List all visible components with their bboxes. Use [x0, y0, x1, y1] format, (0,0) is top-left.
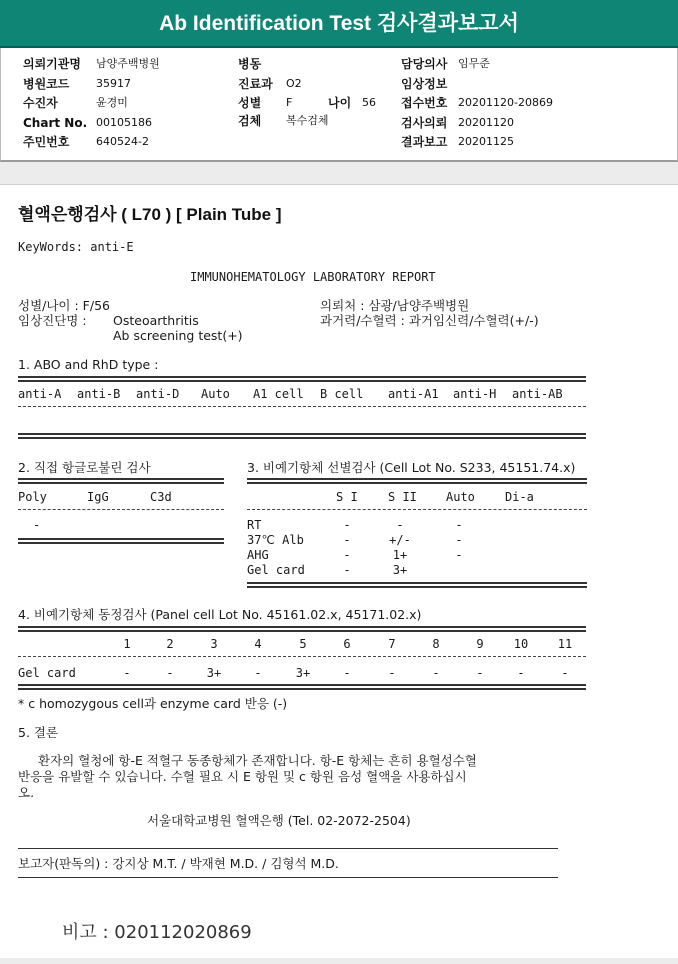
panel-col: 11: [557, 637, 573, 651]
panel-col: 6: [343, 637, 351, 651]
screen-cell: 1+: [392, 548, 408, 562]
divider: [18, 482, 224, 484]
divider: [18, 848, 558, 849]
info-label-hospital-code: 병원코드: [23, 77, 70, 91]
divider: [247, 482, 587, 484]
abo-col-anti-a: anti-A: [18, 387, 62, 401]
panel-note: * c homozygous cell과 enzyme card 반응 (-): [18, 696, 288, 711]
info-label-physician: 담당의사: [401, 57, 448, 71]
info-value-institution: 남양주백병원: [96, 57, 160, 70]
panel-cell: -: [254, 666, 262, 680]
screen-cell: -: [343, 563, 351, 577]
report-title: 혈액은행검사 ( L70 ) [ Plain Tube ]: [18, 205, 282, 224]
info-value-physician: 임무준: [458, 57, 490, 70]
panel-col: 10: [513, 637, 529, 651]
abo-col-anti-a1: anti-A1: [388, 387, 439, 401]
screen-col-auto: Auto: [446, 490, 475, 504]
abo-col-anti-ab: anti-AB: [512, 387, 563, 401]
panel-col: 4: [254, 637, 262, 651]
panel-cell: -: [388, 666, 396, 680]
panel-col: 2: [166, 637, 174, 651]
info-label-sex: 성별: [238, 96, 262, 110]
panel-cell: -: [476, 666, 484, 680]
section-3-title: 3. 비예기항체 선별검사 (Cell Lot No. S233, 45151.74.x): [247, 460, 576, 475]
info-value-hospital-code: 35917: [96, 77, 131, 90]
panel-cell: -: [517, 666, 525, 680]
panel-cell: -: [343, 666, 351, 680]
abo-col-anti-d: anti-D: [136, 387, 180, 401]
panel-cell: -: [166, 666, 174, 680]
abo-col-a1-cell: A1 cell: [253, 387, 304, 401]
section-gap: [0, 162, 678, 185]
info-label-accession-no: 접수번호: [401, 96, 448, 110]
divider: [18, 656, 586, 657]
screen-col-sii: S II: [388, 490, 417, 504]
info-label-request-date: 검사의뢰: [401, 116, 448, 130]
info-label-department: 진료과: [238, 77, 273, 91]
section-4-title: 4. 비예기항체 동정검사 (Panel cell Lot No. 45161.02.x, 45171.02.x): [18, 607, 422, 622]
divider: [18, 380, 586, 382]
blood-bank-contact: 서울대학교병원 혈액은행 (Tel. 02-2072-2504): [147, 813, 411, 828]
dat-poly-value: -: [33, 518, 41, 532]
info-value-chart-no: 00105186: [96, 116, 152, 129]
conclusion-line-1: 환자의 혈청에 항-E 적혈구 동종항체가 존재합니다. 항-E 항체는 흔히 용혈성수혈: [38, 753, 477, 768]
requester: 의뢰처 : 삼광/남양주백병원: [320, 298, 470, 313]
divider: [18, 433, 586, 435]
panel-cell: -: [123, 666, 131, 680]
divider: [18, 538, 224, 540]
divider: [18, 626, 586, 628]
panel-col: 3: [210, 637, 218, 651]
info-value-specimen: 복수검체: [286, 114, 329, 127]
info-label-chart-no: Chart No.: [23, 116, 88, 130]
dat-col-igg: IgG: [87, 490, 109, 504]
diagnosis-2: Ab screening test(+): [113, 328, 243, 343]
panel-cell: 3+: [295, 666, 311, 680]
screen-cell: -: [343, 548, 351, 562]
diagnosis-label: 임상진단명 :: [18, 313, 87, 328]
divider: [18, 877, 558, 878]
screen-cell: -: [455, 518, 463, 532]
screen-row-label: Gel card: [247, 563, 305, 577]
info-label-specimen: 검체: [238, 114, 262, 128]
info-value-sex: F: [286, 96, 293, 109]
section-5-title: 5. 결론: [18, 725, 59, 740]
divider: [247, 509, 587, 510]
screen-col-si: S I: [336, 490, 358, 504]
divider: [18, 542, 224, 544]
panel-col: 1: [123, 637, 131, 651]
divider: [18, 376, 586, 378]
divider: [18, 630, 586, 632]
divider: [247, 586, 587, 588]
conclusion-line-3: 오.: [18, 785, 35, 800]
info-value-age: 56: [362, 96, 376, 109]
section-1-title: 1. ABO and RhD type :: [18, 357, 159, 372]
diagnosis-1: Osteoarthritis: [113, 313, 199, 328]
abo-col-b-cell: B cell: [320, 387, 364, 401]
dat-col-poly: Poly: [18, 490, 47, 504]
info-label-institution: 의뢰기관명: [23, 57, 81, 71]
info-label-resident-no: 주민번호: [23, 135, 70, 149]
remark: 비고 : 020112020869: [62, 922, 252, 943]
info-value-request-date: 20201120: [458, 116, 514, 129]
info-label-patient: 수진자: [23, 96, 58, 110]
info-value-department: O2: [286, 77, 302, 90]
screen-row-label: AHG: [247, 548, 269, 562]
transfusion-history: 과거력/수혈력 : 과거임신력/수혈력(+/-): [320, 313, 539, 328]
info-value-accession-no: 20201120-20869: [458, 96, 553, 109]
info-label-ward: 병동: [238, 57, 262, 71]
divider: [247, 582, 587, 584]
info-value-report-date: 20201125: [458, 135, 514, 148]
lab-report-title: IMMUNOHEMATOLOGY LABORATORY REPORT: [190, 270, 436, 284]
panel-col: 8: [432, 637, 440, 651]
conclusion-line-2: 반응을 유발할 수 있습니다. 수혈 필요 시 E 항원 및 c 항원 음성 혈액을 사용하십시: [18, 769, 467, 784]
divider: [18, 478, 224, 480]
section-2-title: 2. 직접 항글로불린 검사: [18, 460, 151, 475]
panel-cell: -: [561, 666, 569, 680]
divider: [18, 406, 586, 407]
divider: [18, 688, 586, 690]
divider: [18, 509, 224, 510]
screen-cell: -: [455, 548, 463, 562]
panel-cell: 3+: [206, 666, 222, 680]
divider: [247, 478, 587, 480]
screen-row-label: 37℃ Alb: [247, 533, 304, 547]
panel-col: 5: [299, 637, 307, 651]
screen-row-label: RT: [247, 518, 262, 532]
page-bottom-edge: [0, 958, 678, 964]
screen-cell: 3+: [392, 563, 408, 577]
info-label-clinical-info: 임상정보: [401, 77, 448, 91]
panel-row-label: Gel card: [18, 666, 76, 680]
info-value-resident-no: 640524-2: [96, 135, 149, 148]
sex-age: 성별/나이 : F/56: [18, 298, 110, 313]
abo-col-anti-h: anti-H: [453, 387, 497, 401]
screen-cell: -: [455, 533, 463, 547]
divider: [18, 437, 586, 439]
keywords: KeyWords: anti-E: [18, 240, 134, 254]
patient-info-panel: [0, 48, 678, 162]
screen-cell: -: [343, 518, 351, 532]
info-label-age: 나이: [328, 96, 352, 110]
screen-cell: -: [396, 518, 404, 532]
divider: [18, 684, 586, 686]
panel-col: 9: [476, 637, 484, 651]
report-banner: Ab Identification Test 검사결과보고서: [0, 0, 678, 48]
info-label-report-date: 결과보고: [401, 135, 448, 149]
screen-cell: -: [343, 533, 351, 547]
screen-col-dia: Di-a: [505, 490, 534, 504]
info-value-patient: 윤경미: [96, 96, 128, 109]
abo-col-auto: Auto: [201, 387, 230, 401]
reporters: 보고자(판독의) : 강지상 M.T. / 박재현 M.D. / 김형석 M.D.: [18, 856, 339, 871]
panel-cell: -: [432, 666, 440, 680]
dat-col-c3d: C3d: [150, 490, 172, 504]
screen-cell: +/-: [389, 533, 411, 547]
panel-col: 7: [388, 637, 396, 651]
abo-col-anti-b: anti-B: [77, 387, 121, 401]
